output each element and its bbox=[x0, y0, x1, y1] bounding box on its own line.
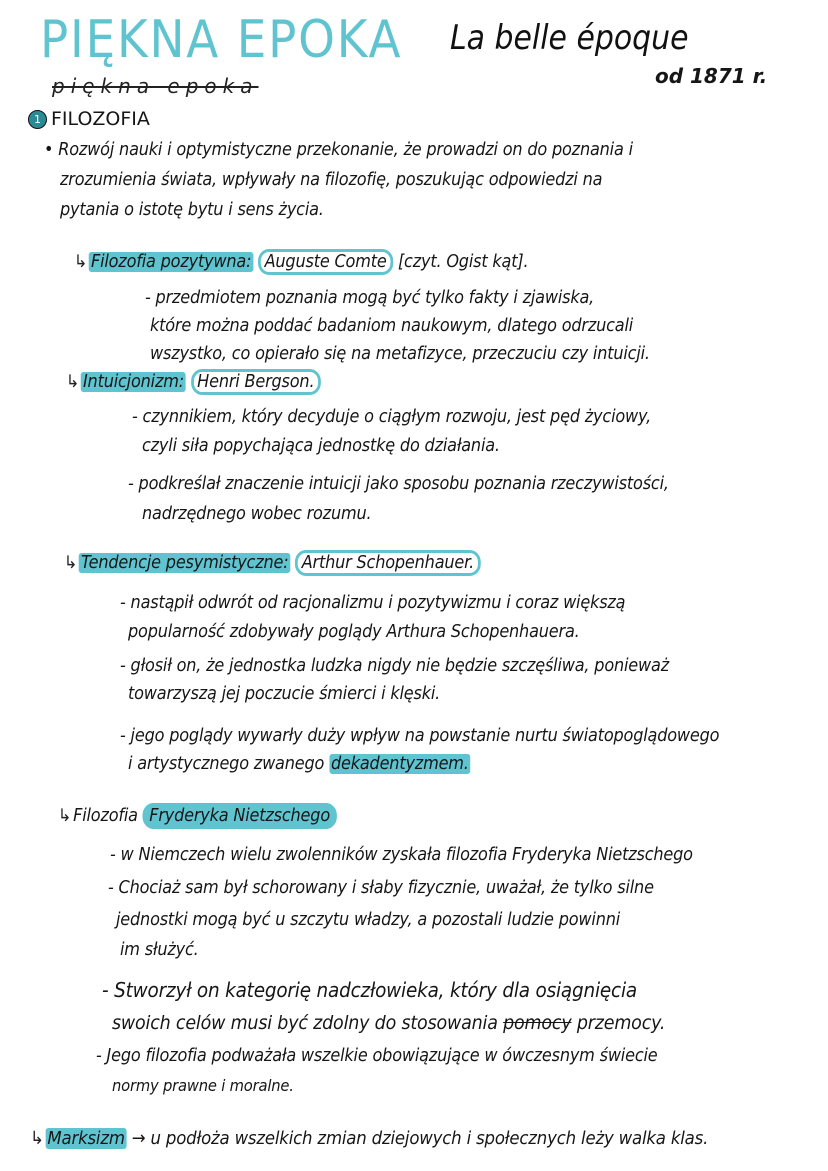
crossed-word: pomocy bbox=[503, 1012, 572, 1034]
topic-heading-nietzsche bbox=[58, 806, 336, 826]
note-line: które można poddać badaniom naukowym, dlatego odrzucali bbox=[150, 316, 634, 336]
arrow-icon: ↳ bbox=[64, 553, 78, 573]
note-line bbox=[128, 754, 471, 774]
marxism-text: → u podłoża wszelkich zmian dziejowych i społecznych leży walka klas. bbox=[131, 1128, 709, 1149]
corrected-word: przemocy. bbox=[576, 1012, 666, 1034]
intro-line: pytania o istotę bytu i sens życia. bbox=[60, 200, 324, 220]
note-line bbox=[112, 1012, 665, 1034]
date: od 1871 r. bbox=[655, 64, 768, 88]
note-line: nadrzędnego wobec rozumu. bbox=[142, 504, 372, 524]
philosopher-name: Henri Bergson. bbox=[191, 369, 321, 395]
topic-label: Filozofia bbox=[73, 806, 138, 826]
note-line: normy prawne i moralne. bbox=[112, 1076, 294, 1095]
section-title: FILOZOFIA bbox=[51, 108, 150, 130]
note-line: towarzyszą jej poczucie śmierci i klęski. bbox=[128, 684, 441, 704]
page-title: PIĘKNA EPOKA bbox=[40, 10, 403, 70]
topic-label: Filozofia pozytywna: bbox=[90, 252, 252, 272]
note-line: - przedmiotem poznania mogą być tylko fakty i zjawiska, bbox=[145, 288, 595, 308]
note-line: - podkreślał znaczenie intuicji jako sposobu poznania rzeczywistości, bbox=[128, 474, 669, 494]
topic-label: Tendencje pesymistyczne: bbox=[80, 553, 289, 573]
note-line: - czynnikiem, który decyduje o ciągłym rozwoju, jest pęd życiowy, bbox=[132, 407, 652, 427]
note-line: - nastąpił odwrót od racjonalizmu i pozytywizmu i coraz większą bbox=[120, 593, 626, 613]
philosopher-name: Fryderyka Nietzschego bbox=[143, 803, 337, 829]
topic-heading-positivism bbox=[74, 252, 528, 272]
note-line: - jego poglądy wywarły duży wpływ na powstanie nurtu światopoglądowego bbox=[120, 726, 720, 746]
subtitle: La belle époque bbox=[450, 18, 689, 58]
note-text: i artystycznego zwanego bbox=[128, 754, 325, 774]
note-line: wszystko, co opierało się na metafizyce, przeczuciu czy intuicji. bbox=[150, 344, 650, 364]
crossed-title: piękna epoka bbox=[52, 74, 259, 98]
intro-line: • Rozwój nauki i optymistyczne przekonanie, że prowadzi on do poznania i bbox=[44, 140, 633, 160]
note-line: - w Niemczech wielu zwolenników zyskała filozofia Fryderyka Nietzschego bbox=[110, 845, 693, 865]
philosopher-name: Auguste Comte bbox=[258, 249, 393, 275]
note-line: - głosił on, że jednostka ludzka nigdy nie będzie szczęśliwa, ponieważ bbox=[120, 656, 669, 676]
note-text: swoich celów musi być zdolny do stosowania bbox=[112, 1012, 498, 1034]
topic-heading-pessimism bbox=[64, 553, 480, 573]
note-line: popularność zdobywały poglądy Arthura Schopenhauera. bbox=[128, 622, 580, 642]
note-line: czyli siła popychająca jednostkę do działania. bbox=[142, 436, 500, 456]
arrow-icon: ↳ bbox=[74, 252, 88, 272]
topic-label: Marksizm bbox=[47, 1128, 125, 1149]
topic-heading-intuitionism bbox=[66, 372, 321, 392]
note-line: jednostki mogą być u szczytu władzy, a pozostali ludzie powinni bbox=[116, 910, 621, 930]
note-line: im służyć. bbox=[120, 940, 199, 960]
intro-line: zrozumienia świata, wpływały na filozofię, poszukując odpowiedzi na bbox=[60, 170, 603, 190]
arrow-icon: ↳ bbox=[58, 806, 72, 826]
highlighted-term: dekadentyzmem. bbox=[330, 754, 469, 774]
note-line: - Chociaż sam był schorowany i słaby fizycznie, uważał, że tylko silne bbox=[108, 878, 654, 898]
note-line: - Jego filozofia podważała wszelkie obowiązujące w ówczesnym świecie bbox=[96, 1046, 658, 1066]
note-line: - Stworzył on kategorię nadczłowieka, który dla osiągnięcia bbox=[102, 978, 637, 1002]
arrow-icon: ↳ bbox=[66, 372, 80, 392]
section-heading bbox=[28, 108, 150, 130]
pronunciation-note: [czyt. Ogist kąt]. bbox=[397, 252, 529, 272]
philosopher-name: Arthur Schopenhauer. bbox=[295, 550, 480, 576]
section-number-icon: 1 bbox=[28, 110, 47, 129]
topic-label: Intuicjonizm: bbox=[82, 372, 184, 392]
topic-heading-marxism bbox=[30, 1128, 708, 1149]
arrow-icon: ↳ bbox=[30, 1128, 44, 1149]
